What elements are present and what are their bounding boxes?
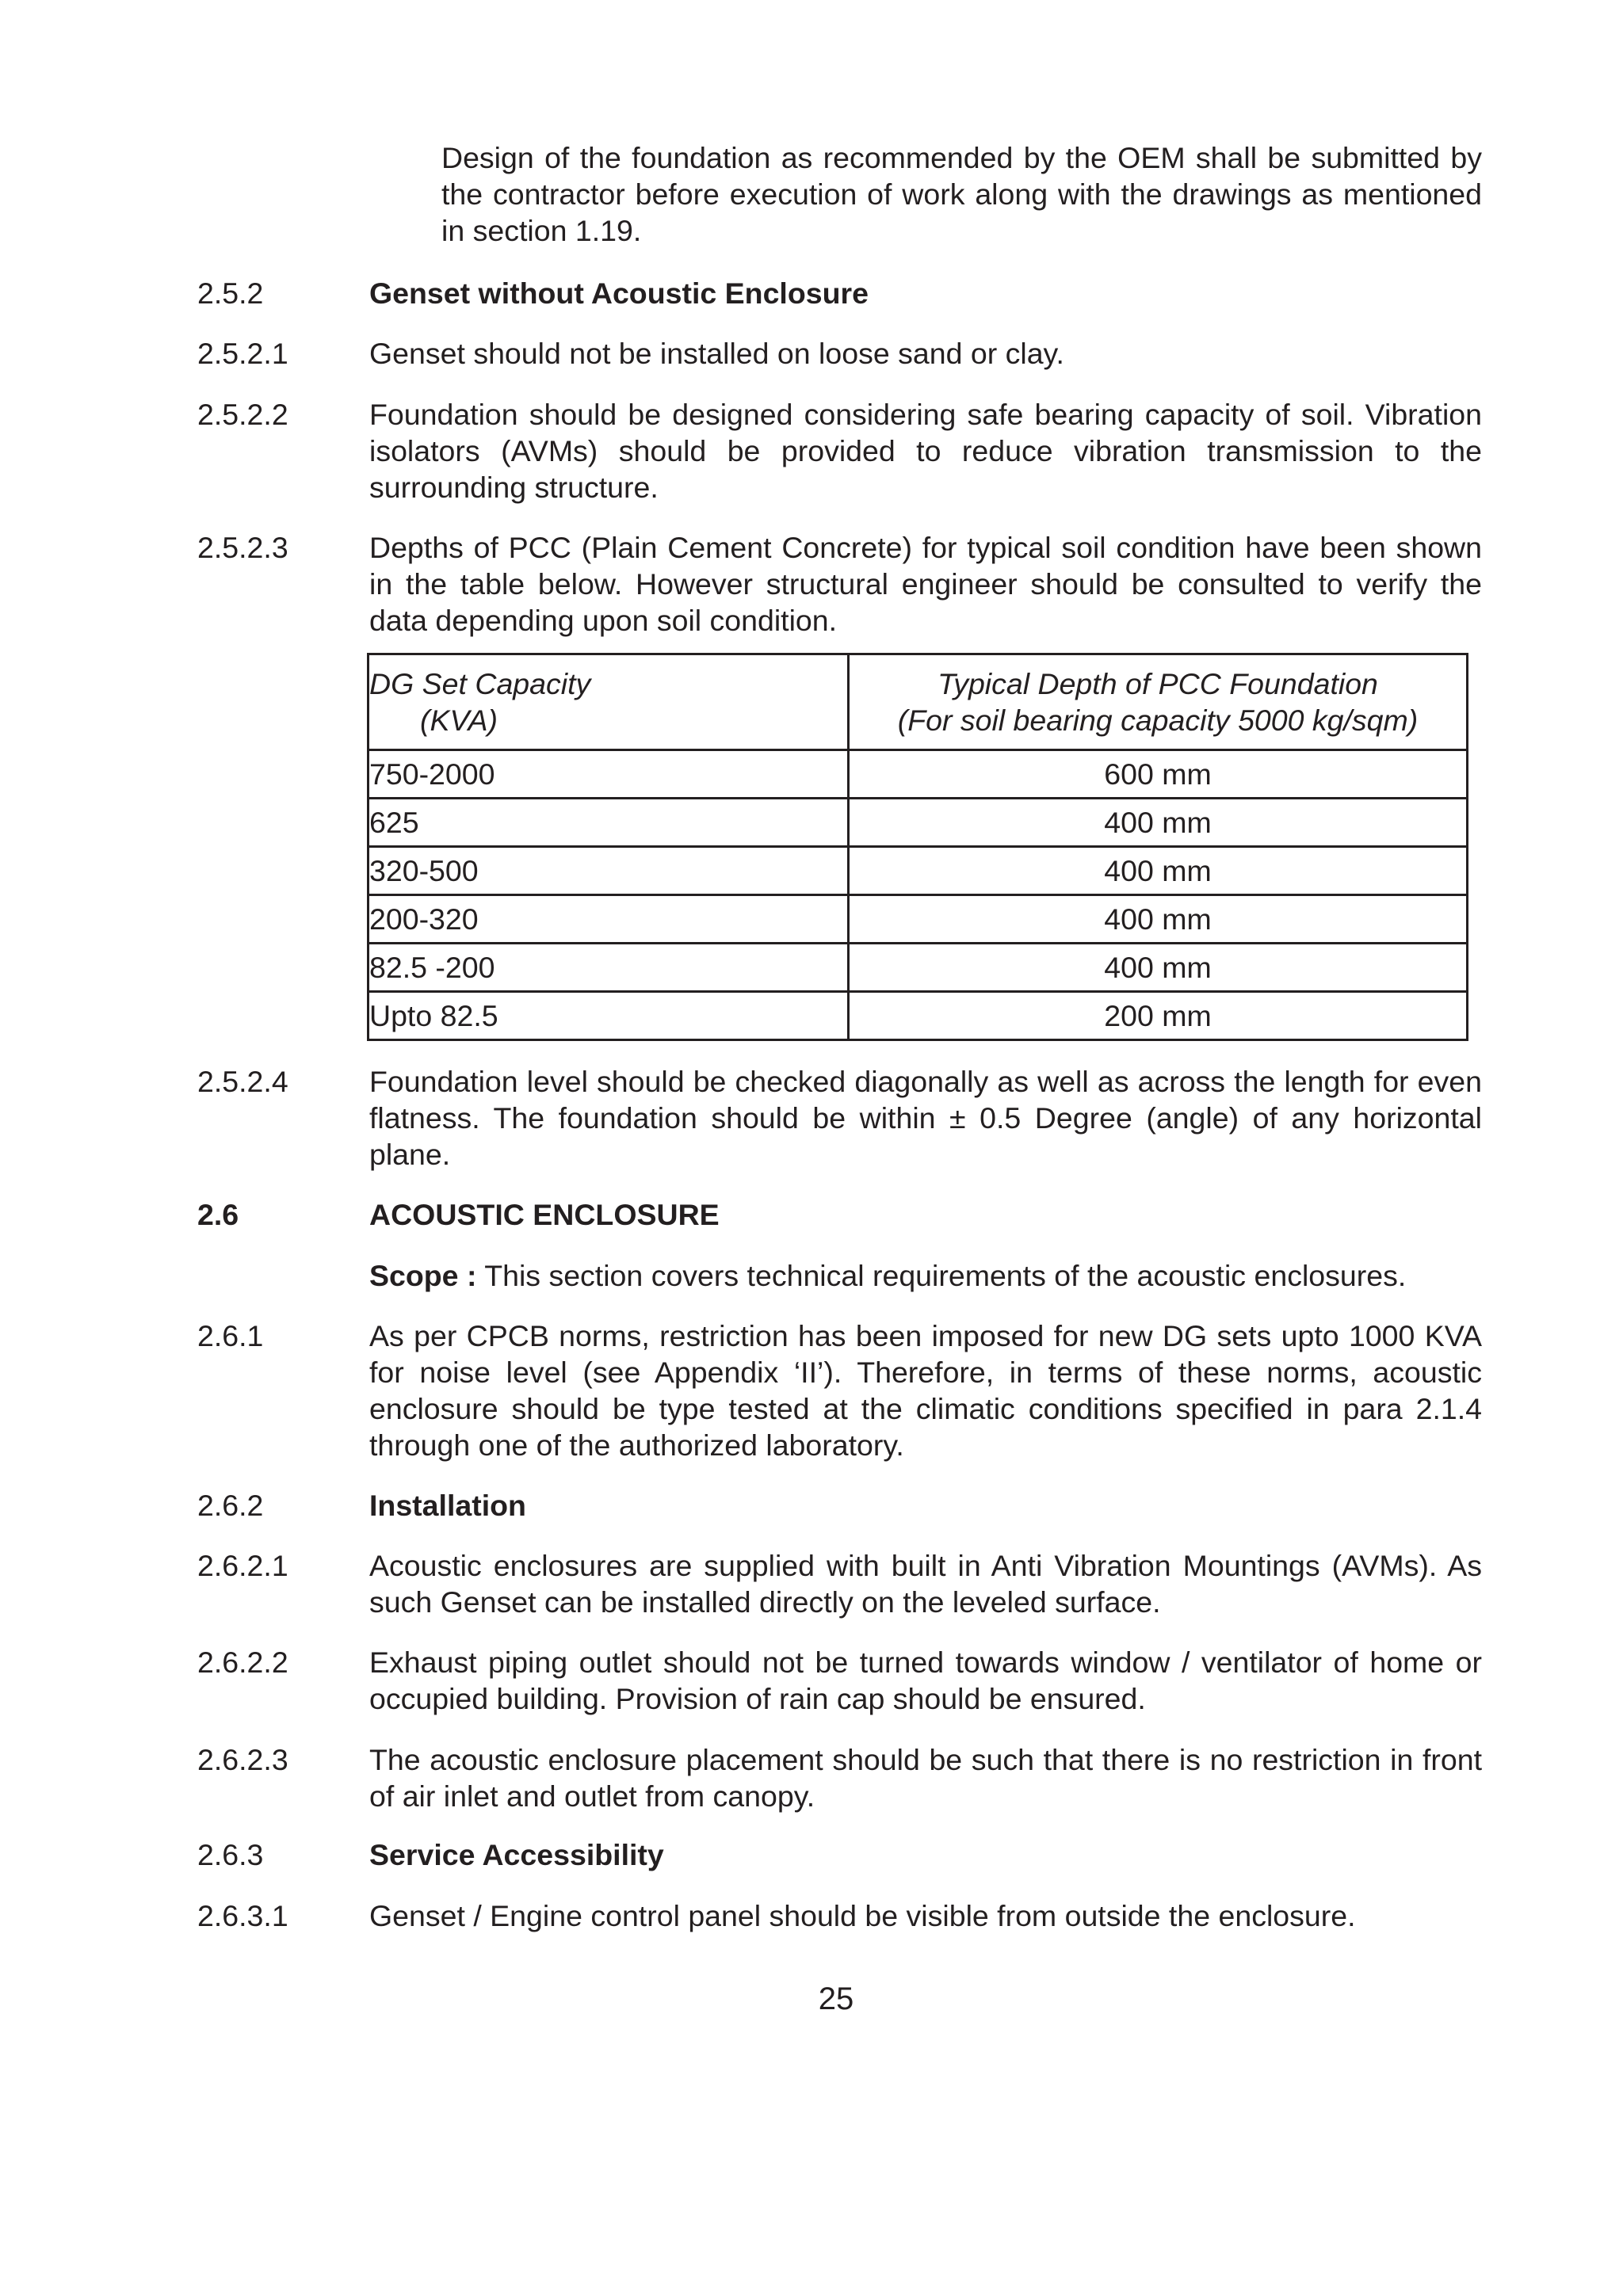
header-capacity-line1: DG Set Capacity	[369, 667, 591, 700]
section-number: 2.6.2	[197, 1489, 264, 1522]
section-title: Service Accessibility	[369, 1838, 664, 1871]
pcc-depth-table-container	[367, 653, 1466, 1051]
table-row	[369, 750, 1468, 799]
clause-text: Genset should not be installed on loose sand or clay.	[369, 337, 1064, 370]
intro-paragraph: Design of the foundation as recommended by the OEM shall be submitted by the contractor before execution of work along with the drawings as mentioned in section 1.19.	[441, 141, 1482, 247]
header-depth-line2: (For soil bearing capacity 5000 kg/sqm)	[897, 704, 1419, 737]
scope-paragraph	[369, 1257, 1482, 1294]
table-row	[369, 847, 1468, 895]
clause-number: 2.5.2.3	[197, 531, 288, 564]
clause-text: Genset / Engine control panel should be visible from outside the enclosure.	[369, 1899, 1356, 1932]
section-title: Installation	[369, 1489, 526, 1522]
cell-depth: 400 mm	[849, 944, 1468, 992]
header-depth	[849, 654, 1468, 750]
section-number: 2.5.2	[197, 277, 264, 310]
table-header-row	[369, 654, 1468, 750]
clause-number: 2.6.2.2	[197, 1646, 288, 1679]
cell-depth: 400 mm	[849, 847, 1468, 895]
section-title: Genset without Acoustic Enclosure	[369, 277, 869, 310]
clause-text: Foundation level should be checked diagonally as well as across the length for even flatness. The foundation should be within ± 0.5 Degree (angle) of any horizontal plane.	[369, 1065, 1482, 1171]
pcc-depth-table	[367, 653, 1468, 1041]
clause-number: 2.6.2.1	[197, 1549, 288, 1582]
table-row	[369, 799, 1468, 847]
cell-depth: 600 mm	[849, 750, 1468, 799]
page-number: 25	[818, 1981, 854, 2016]
section-number: 2.6.3	[197, 1838, 264, 1871]
cell-depth: 400 mm	[849, 799, 1468, 847]
table-row	[369, 944, 1468, 992]
header-capacity	[369, 654, 849, 750]
clause-text: Depths of PCC (Plain Cement Concrete) for typical soil condition have been shown in the table below. However structural engineer should be consulted to verify the data depending upon soil condition.	[369, 531, 1482, 637]
clause-text: Foundation should be designed considering safe bearing capacity of soil. Vibration isolators (AVMs) should be provided to reduce vibration transmission to the surrounding structure.	[369, 398, 1482, 504]
header-capacity-line2: (KVA)	[420, 704, 498, 737]
scope-label: Scope :	[369, 1259, 477, 1292]
cell-capacity: 320-500	[369, 847, 849, 895]
cell-depth: 400 mm	[849, 895, 1468, 944]
cell-capacity: 82.5 -200	[369, 944, 849, 992]
cell-capacity: 750-2000	[369, 750, 849, 799]
clause-number: 2.6.2.3	[197, 1743, 288, 1776]
cell-capacity: 200-320	[369, 895, 849, 944]
clause-number: 2.5.2.1	[197, 337, 288, 370]
clause-text: The acoustic enclosure placement should be such that there is no restriction in front of air inlet and outlet from canopy.	[369, 1743, 1482, 1813]
clause-text: As per CPCB norms, restriction has been imposed for new DG sets upto 1000 KVA for noise level (see Appendix ‘II’). Therefore, in terms of these norms, acoustic enclosure should be type tested at the climatic conditions specified in para 2.1.4 through one of the authorized laboratory.	[369, 1319, 1482, 1462]
cell-capacity: 625	[369, 799, 849, 847]
clause-text: Acoustic enclosures are supplied with built in Anti Vibration Mountings (AVMs). As such Genset can be installed directly on the leveled surface.	[369, 1549, 1482, 1619]
section-number: 2.6	[197, 1198, 239, 1231]
clause-number: 2.5.2.2	[197, 398, 288, 431]
clause-number: 2.6.1	[197, 1319, 264, 1352]
section-title: ACOUSTIC ENCLOSURE	[369, 1198, 720, 1231]
scope-text: This section covers technical requirements of the acoustic enclosures.	[476, 1259, 1407, 1292]
header-depth-line1: Typical Depth of PCC Foundation	[938, 667, 1378, 700]
cell-depth: 200 mm	[849, 992, 1468, 1040]
table-row	[369, 895, 1468, 944]
clause-number: 2.6.3.1	[197, 1899, 288, 1932]
clause-text: Exhaust piping outlet should not be turned towards window / ventilator of home or occupied building. Provision of rain cap should be ensured.	[369, 1646, 1482, 1715]
clause-number: 2.5.2.4	[197, 1065, 288, 1098]
cell-capacity: Upto 82.5	[369, 992, 849, 1040]
table-row	[369, 992, 1468, 1040]
